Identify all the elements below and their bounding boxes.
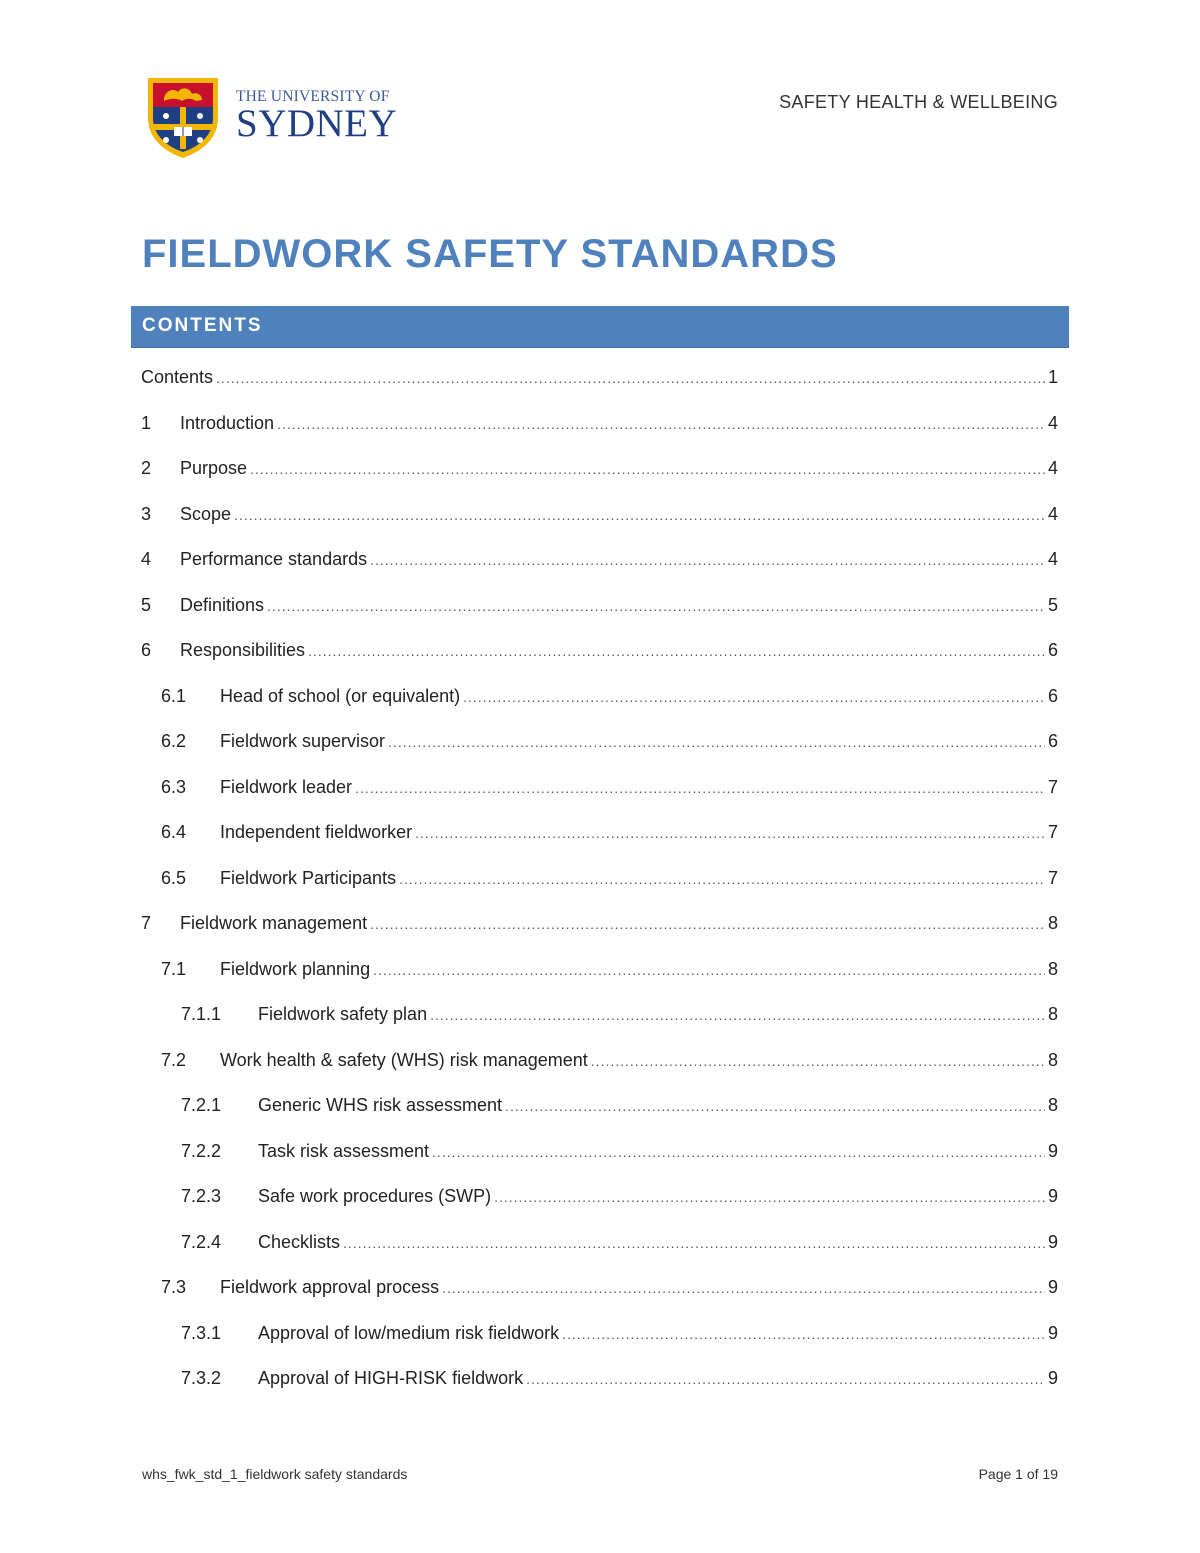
toc-entry-label: Introduction [180, 412, 275, 433]
header-section-label: SAFETY HEALTH & WELLBEING [779, 92, 1058, 112]
toc-entry-number: 7.2.2 [181, 1140, 222, 1161]
toc-entry[interactable] [141, 686, 1058, 732]
toc-entry[interactable] [141, 868, 1058, 914]
toc-entry-label: Fieldwork leader [220, 776, 353, 797]
toc-entry-label: Performance standards [180, 549, 368, 569]
toc-dot-leader [373, 962, 1045, 978]
toc-entry-label: Approval of HIGH-RISK fieldwork [258, 1368, 524, 1388]
toc-entry[interactable] [141, 822, 1058, 868]
toc-entry-label: Generic WHS risk assessment [258, 1095, 503, 1115]
logo-line-2: SYDNEY [236, 102, 398, 145]
toc-entry-page: 4 [1047, 503, 1058, 524]
toc-entry[interactable] [141, 640, 1058, 686]
toc-entry-label: Purpose [180, 458, 248, 478]
toc-entry-number: 6.4 [161, 822, 187, 842]
toc-entry-number: 7.3.1 [181, 1322, 222, 1343]
toc-entry[interactable] [141, 1050, 1058, 1096]
toc-entry-label: Contents [141, 367, 214, 387]
toc-entry[interactable] [141, 731, 1058, 777]
toc-entry-label: Fieldwork management [180, 913, 368, 933]
toc-entry-number: 6.5 [161, 867, 187, 888]
toc-dot-leader [432, 1144, 1045, 1160]
footer-filename: whs_fwk_std_1_fieldwork safety standards [142, 1466, 408, 1482]
toc-dot-leader [355, 780, 1045, 796]
toc-entry-number: 7.2 [161, 1049, 187, 1070]
toc-entry-label: Fieldwork planning [220, 958, 371, 979]
toc-dot-leader [415, 825, 1045, 841]
toc-dot-leader [399, 871, 1045, 887]
document-title: FIELDWORK SAFETY STANDARDS [142, 232, 838, 276]
toc-entry[interactable] [141, 1232, 1058, 1278]
toc-entry[interactable] [141, 1186, 1058, 1232]
toc-entry-number: 6.1 [161, 685, 187, 706]
toc-entry[interactable] [141, 595, 1058, 641]
toc-dot-leader [442, 1280, 1045, 1296]
toc-entry[interactable] [141, 1277, 1058, 1323]
toc-entry[interactable] [141, 504, 1058, 550]
toc-dot-leader [463, 689, 1045, 705]
toc-entry-page: 7 [1047, 867, 1058, 888]
logo-line-1: THE UNIVERSITY OF [236, 88, 390, 105]
toc-entry-label: Independent fieldworker [220, 822, 413, 842]
toc-entry-label: Work health & safety (WHS) risk management [220, 1049, 588, 1070]
toc-entry-number: 7.3.2 [181, 1368, 222, 1388]
toc-entry-label: Fieldwork approval process [220, 1277, 440, 1297]
toc-entry-number: 7.2.1 [181, 1095, 222, 1115]
toc-entry-label: Fieldwork supervisor [220, 731, 386, 751]
toc-entry-page: 9 [1047, 1277, 1058, 1297]
toc-dot-leader [370, 552, 1045, 568]
toc-entry[interactable] [141, 1368, 1058, 1414]
toc-entry-page: 8 [1047, 958, 1058, 979]
toc-dot-leader [250, 461, 1045, 477]
toc-dot-leader [277, 416, 1045, 432]
toc-entry-page: 9 [1047, 1231, 1058, 1252]
university-crest-icon [144, 74, 222, 160]
toc-entry-number: 6.2 [161, 731, 187, 751]
toc-entry-page: 8 [1047, 913, 1058, 933]
university-logo [144, 74, 397, 160]
toc-entry-label: Head of school (or equivalent) [220, 685, 461, 706]
table-of-contents [141, 367, 1058, 1414]
toc-entry[interactable] [141, 777, 1058, 823]
toc-entry-page: 9 [1047, 1368, 1058, 1388]
toc-entry[interactable] [141, 1004, 1058, 1050]
toc-dot-leader [388, 734, 1045, 750]
toc-entry-label: Fieldwork Participants [220, 867, 397, 888]
toc-entry[interactable] [141, 913, 1058, 959]
toc-dot-leader [343, 1235, 1045, 1251]
contents-heading-bar [131, 306, 1069, 348]
toc-entry[interactable] [141, 549, 1058, 595]
toc-entry[interactable] [141, 458, 1058, 504]
toc-entry-page: 7 [1047, 776, 1058, 797]
toc-entry-page: 1 [1047, 367, 1058, 387]
toc-entry-number: 7.1.1 [181, 1004, 222, 1024]
toc-entry-label: Approval of low/medium risk fieldwork [258, 1322, 560, 1343]
toc-entry-page: 7 [1047, 822, 1058, 842]
toc-dot-leader [216, 370, 1045, 386]
toc-entry-number: 5 [141, 594, 152, 615]
toc-entry-number: 7.1 [161, 958, 187, 979]
toc-entry-number: 6.3 [161, 776, 187, 797]
toc-entry-label: Safe work procedures (SWP) [258, 1186, 492, 1206]
toc-entry-number: 7.2.3 [181, 1186, 222, 1206]
toc-entry-page: 8 [1047, 1049, 1058, 1070]
toc-entry[interactable] [141, 1323, 1058, 1369]
toc-entry-number: 4 [141, 549, 152, 569]
toc-entry-page: 4 [1047, 549, 1058, 569]
toc-entry[interactable] [141, 413, 1058, 459]
toc-entry-number: 2 [141, 458, 152, 478]
toc-dot-leader [370, 916, 1045, 932]
toc-entry-page: 8 [1047, 1004, 1058, 1024]
toc-entry-page: 9 [1047, 1140, 1058, 1161]
toc-dot-leader [494, 1189, 1045, 1205]
toc-dot-leader [234, 507, 1045, 523]
toc-entry-label: Checklists [258, 1231, 341, 1252]
toc-entry[interactable] [141, 959, 1058, 1005]
toc-entry-page: 5 [1047, 594, 1058, 615]
toc-entry-number: 3 [141, 503, 152, 524]
toc-entry-page: 6 [1047, 685, 1058, 706]
toc-entry[interactable] [141, 1141, 1058, 1187]
toc-entry-page: 8 [1047, 1095, 1058, 1115]
toc-entry-page: 4 [1047, 458, 1058, 478]
toc-entry-number: 6 [141, 640, 152, 660]
toc-entry-label: Scope [180, 503, 232, 524]
toc-entry-page: 6 [1047, 731, 1058, 751]
contents-heading: CONTENTS [142, 315, 263, 336]
toc-dot-leader [591, 1053, 1045, 1069]
toc-entry[interactable] [141, 367, 1058, 413]
toc-dot-leader [308, 643, 1045, 659]
toc-entry-number: 7 [141, 913, 152, 933]
toc-entry[interactable] [141, 1095, 1058, 1141]
toc-dot-leader [562, 1326, 1045, 1342]
toc-dot-leader [430, 1007, 1045, 1023]
toc-entry-number: 7.2.4 [181, 1231, 222, 1252]
footer-page-number: Page 1 of 19 [978, 1466, 1058, 1482]
toc-entry-label: Fieldwork safety plan [258, 1004, 428, 1024]
toc-dot-leader [505, 1098, 1045, 1114]
toc-entry-label: Task risk assessment [258, 1140, 430, 1161]
toc-entry-page: 9 [1047, 1186, 1058, 1206]
toc-entry-page: 4 [1047, 412, 1058, 433]
toc-entry-page: 9 [1047, 1322, 1058, 1343]
toc-entry-number: 7.3 [161, 1277, 187, 1297]
toc-entry-page: 6 [1047, 640, 1058, 660]
toc-entry-label: Definitions [180, 594, 265, 615]
toc-dot-leader [267, 598, 1045, 614]
toc-entry-label: Responsibilities [180, 640, 306, 660]
toc-dot-leader [526, 1371, 1045, 1387]
toc-entry-number: 1 [141, 412, 152, 433]
